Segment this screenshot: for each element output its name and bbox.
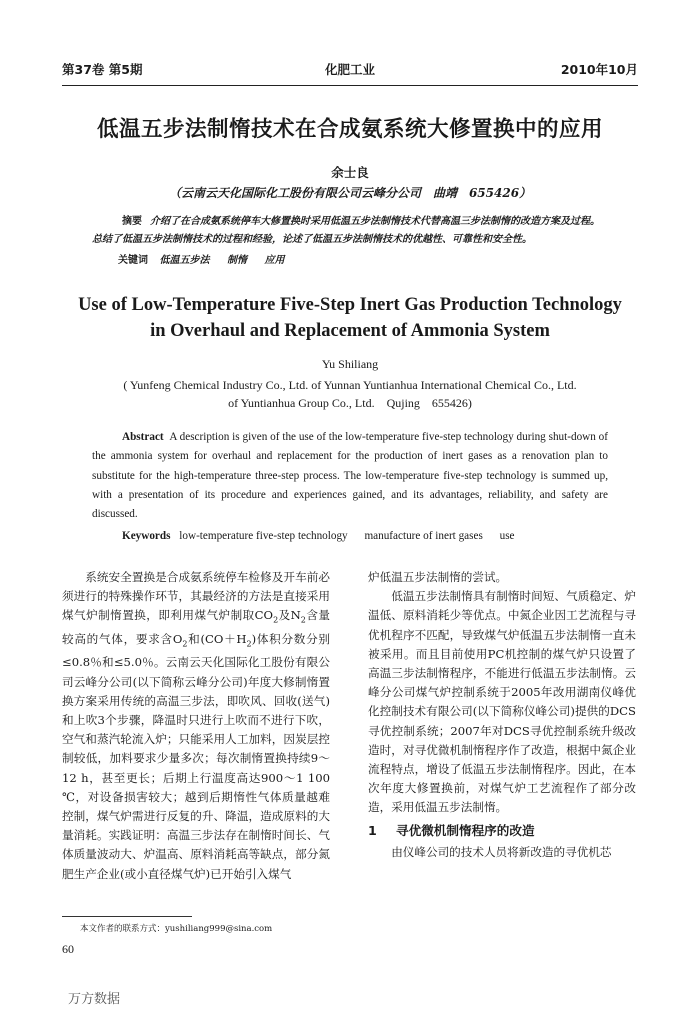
section-number: 1 (368, 822, 377, 838)
chinese-abstract-label: 摘要 (122, 216, 142, 227)
english-abstract-label: Abstract (122, 431, 164, 443)
english-keyword: manufacture of inert gases (364, 530, 483, 542)
header-rule (62, 85, 638, 86)
english-title-line: in Overhaul and Replacement of Ammonia System (150, 321, 550, 341)
chinese-affiliation: （云南云天化国际化工股份有限公司云峰分公司 曲靖 655426） (168, 186, 532, 200)
chinese-keyword: 应用 (264, 255, 285, 266)
running-header (62, 60, 638, 82)
english-affiliation (40, 376, 660, 412)
chinese-abstract-text: 介绍了在合成氨系统停车大修置换时采用低温五步法制惰技术代替高温三步法制惰的改造方案及过程。总结了低温五步法制惰技术的过程和经验，论述了低温五步法制惰技术的优越性、可靠性和安全性。 (92, 216, 600, 245)
section-heading (368, 821, 636, 840)
body-paragraph: 由仪峰公司的技术人员将新改造的寻优机芯 (391, 844, 612, 859)
page-number: 60 (62, 942, 74, 956)
journal-volume-issue: 第37卷 第5期 (62, 62, 143, 77)
chinese-abstract (92, 213, 608, 249)
body-paragraph: 炉低温五步法制惰的尝试。 (368, 570, 508, 584)
english-title-line: Use of Low-Temperature Five-Step Inert Gas Production Technology (78, 295, 622, 315)
section-title: 寻优微机制惰程序的改造 (396, 822, 535, 838)
chinese-title: 低温五步法制惰技术在合成氨系统大修置换中的应用 (96, 117, 603, 142)
chinese-author: 余士良 (331, 165, 369, 180)
body-column-left (62, 568, 330, 884)
issue-date: 2010年10月 (560, 62, 638, 77)
english-keywords (122, 530, 529, 542)
english-affiliation-line: of Yuntianhua Group Co., Ltd. Qujing 655426) (228, 396, 472, 410)
english-keyword: use (499, 530, 515, 542)
footnote: 本文作者的联系方式：yushiliang999@sina.com (80, 924, 273, 934)
watermark: 万方数据 (68, 992, 121, 1007)
chinese-keywords-label: 关键词 (118, 255, 148, 266)
english-keyword: low-temperature five-step technology (179, 530, 348, 542)
chinese-keyword: 制惰 (226, 255, 247, 266)
footnote-rule (62, 916, 192, 917)
english-abstract (92, 428, 608, 524)
english-keywords-label: Keywords (122, 530, 171, 542)
english-title (30, 292, 670, 344)
chinese-keywords (118, 251, 284, 266)
english-affiliation-line: ( Yunfeng Chemical Industry Co., Ltd. of Yunnan Yuntianhua International Chemical Co., Ltd. (123, 378, 577, 392)
journal-name: 化肥工业 (324, 62, 375, 77)
chinese-keyword: 低温五步法 (159, 255, 210, 266)
body-paragraph: 系统安全置换是合成氨系统停车检修及开车前必须进行的特殊操作环节，其最经济的方法是直接采用煤气炉制惰置换，即利用煤气炉制取$CO_2$及$N_2$含量较高的气体，要求含$O_2$和$(CO+H_2)$体积分数分别≤0.8％和≤5.0％。云南云天化国际化工股份有限公司云峰分公司(以下简称云峰分公司)年度大修制惰置换方案采用传统的高温三步法，即吹风、回收(送气)和上吹3个步骤，降温时只进行上吹而不进行下吹，空气和蒸汽轮流入炉；只能采用人工加料，因炭层控制较低，加料要求少量多次；每次制惰置换持续9～12 h，甚至更长；后期上行温度高达900～1 100 ℃，对设备损害较大；越到后期惰性气体质量越难控制，煤气炉需进行反复的升、降温，造成原料的大量消耗。实践证明：高温三步法存在制惰时间长、气体质量波动大、炉温高、原料消耗高等缺点，部分氮肥生产企业(或小直径煤气炉)已开始引入煤气 (62, 570, 330, 881)
english-abstract-text: A description is given of the use of the low-temperature five-step technology during shut-down of the ammonia system for overhaul and replacement for the production of inert gases as a renovation plan to substitute for the high-temperature three-step process. The low-temperature five-step technology is summed up, with a presentation of its procedure and experiences gained, and its advantages, reliability, and safety are discussed. (92, 431, 609, 521)
english-author: Yu Shiliang (321, 357, 379, 371)
body-paragraph: 低温五步法制惰具有制惰时间短、气质稳定、炉温低、原料消耗少等优点。中氮企业因工艺流程与寻优机程序不匹配，导致煤气炉低温五步法制惰一直未被采用。而且目前使用PC机控制的煤气炉只设置了高温三步法制惰程序，不能进行低温五步法制惰。云峰分公司煤气炉控制系统于2005年改用湖南仪峰优化控制技术有限公司(以下简称仪峰公司)提供的DCS寻优控制系统；2007年对DCS寻优控制系统升级改造时，对寻优微机制惰程序作了改造，根据中氮企业流程特点，增设了低温五步法制惰程序。因此，在本次年度大修置换前，对煤气炉工艺流程作了部分改造，采用低温五步法制惰。 (368, 589, 636, 815)
body-column-right (368, 568, 636, 862)
